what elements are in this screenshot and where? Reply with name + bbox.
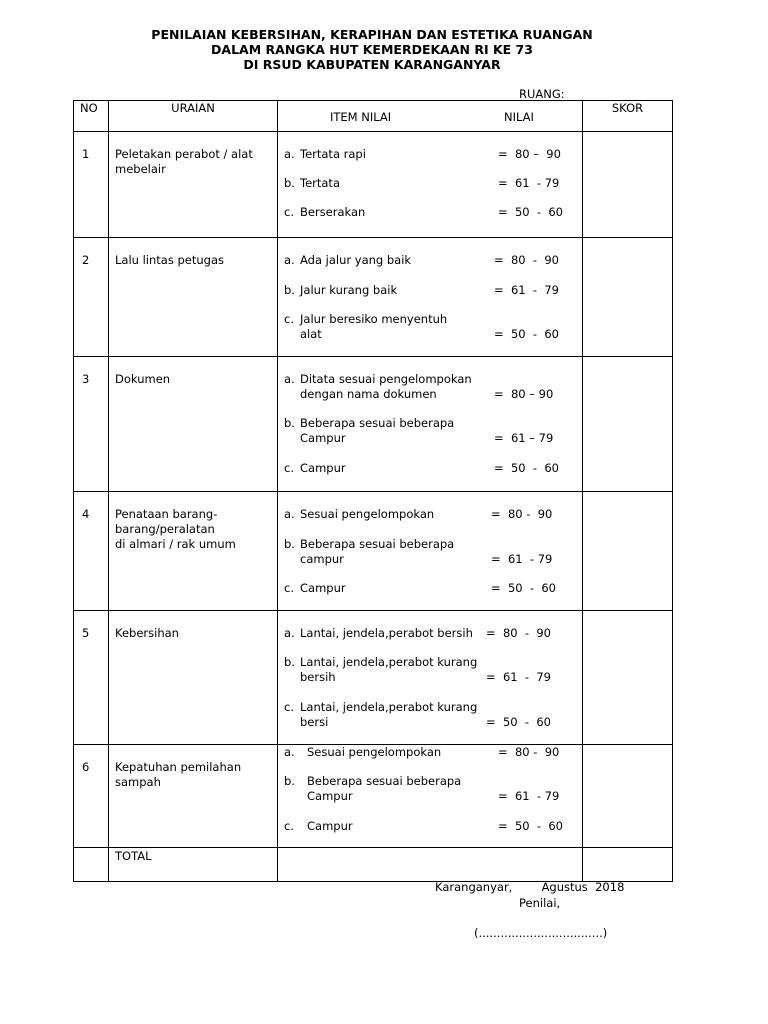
- item-letter: c.: [284, 312, 294, 326]
- row-number: 4: [74, 492, 109, 611]
- header-skor: SKOR: [583, 101, 673, 132]
- skor-cell[interactable]: [583, 238, 673, 357]
- item-text: [300, 655, 500, 685]
- uraian-cell: [109, 357, 278, 492]
- assessment-table: [73, 100, 673, 882]
- uraian-line: di almari / rak umum: [115, 537, 236, 551]
- item-value-range: = 80 – 90: [494, 387, 554, 401]
- total-row: [74, 848, 673, 882]
- uraian-line: Lalu lintas petugas: [115, 253, 224, 267]
- total-skor-cell[interactable]: [583, 848, 673, 882]
- uraian-cell: [109, 238, 278, 357]
- item-value-range: = 50 - 60: [494, 327, 559, 341]
- item-value-range: = 61 - 79: [494, 283, 559, 297]
- item-letter: a.: [284, 745, 295, 759]
- item-text-line: Sesuai pengelompokan: [307, 745, 442, 759]
- item-text-line: Lantai, jendela,perabot kurang: [300, 700, 478, 714]
- item-text-line: Beberapa sesuai beberapa: [300, 537, 455, 551]
- item-text: [307, 774, 507, 804]
- item-value-range: = 80 - 90: [494, 253, 559, 267]
- item-value-range: = 80 - 90: [486, 626, 551, 640]
- item-letter: b.: [284, 416, 295, 430]
- header-no: NO: [74, 101, 109, 132]
- place-date: Karanganyar, Agustus 2018: [435, 880, 625, 894]
- uraian-line: Kepatuhan pemilahan: [115, 760, 242, 774]
- penilai-label: Penilai,: [519, 896, 561, 910]
- item-text-line: Tertata: [300, 176, 340, 190]
- item-letter: c.: [284, 819, 294, 833]
- item-text-line: bersih: [300, 670, 336, 684]
- item-text-line: Campur: [307, 789, 353, 803]
- item-text: [300, 581, 500, 596]
- row-number: 5: [74, 611, 109, 745]
- item-text-line: Tertata rapi: [300, 147, 366, 161]
- skor-cell[interactable]: [583, 745, 673, 848]
- item-text-line: Jalur kurang baik: [300, 283, 398, 297]
- item-text: [300, 507, 500, 522]
- item-text: [300, 176, 500, 191]
- table-row: [74, 611, 673, 745]
- document-title-line-2: DALAM RANGKA HUT KEMERDEKAAN RI KE 73: [211, 42, 533, 57]
- uraian-cell: [109, 132, 278, 238]
- item-value-range: = 61 - 79: [491, 552, 553, 566]
- item-value-range: = 50 - 60: [486, 715, 551, 729]
- item-value-range: = 80 - 90: [498, 745, 560, 759]
- header-uraian: URAIAN: [109, 101, 278, 132]
- item-text-line: Lantai, jendela,perabot bersih: [300, 626, 473, 640]
- item-value-range: = 61 - 79: [498, 176, 560, 190]
- table-row: [74, 132, 673, 238]
- item-text: [300, 461, 500, 476]
- item-text: [300, 372, 500, 402]
- item-value-range: = 61 - 79: [486, 670, 551, 684]
- item-letter: a.: [284, 626, 295, 640]
- item-text-line: Campur: [300, 431, 346, 445]
- item-letter: b.: [284, 774, 295, 788]
- table-header-row: [74, 101, 673, 132]
- item-text-line: dengan nama dokumen: [300, 387, 437, 401]
- item-nilai-cell: [278, 492, 583, 611]
- item-letter: a.: [284, 147, 295, 161]
- item-text: [307, 745, 507, 760]
- item-value-range: = 50 - 60: [494, 461, 559, 475]
- table-row: [74, 745, 673, 848]
- item-text: [300, 700, 500, 730]
- item-text-line: Sesuai pengelompokan: [300, 507, 435, 521]
- item-text: [300, 416, 500, 446]
- item-text: [300, 283, 500, 298]
- uraian-line: Kebersihan: [115, 626, 179, 640]
- uraian-line: sampah: [115, 775, 161, 789]
- item-text: [300, 147, 500, 162]
- item-letter: b.: [284, 283, 295, 297]
- item-text: [300, 626, 500, 641]
- item-value-range: = 80 – 90: [498, 147, 561, 161]
- document-title-line-1: PENILAIAN KEBERSIHAN, KERAPIHAN DAN ESTETIKA RUANGAN: [151, 27, 593, 42]
- item-letter: b.: [284, 176, 295, 190]
- total-item-cell: [278, 848, 583, 882]
- item-text-line: Campur: [300, 581, 346, 595]
- item-nilai-cell: [278, 611, 583, 745]
- row-number: 3: [74, 357, 109, 492]
- item-text: [307, 819, 507, 834]
- item-letter: c.: [284, 581, 294, 595]
- item-text: [300, 205, 500, 220]
- item-nilai-cell: [278, 357, 583, 492]
- item-text-line: Beberapa sesuai beberapa: [307, 774, 462, 788]
- uraian-line: barang/peralatan: [115, 522, 215, 536]
- item-value-range: = 50 - 60: [491, 581, 556, 595]
- item-letter: b.: [284, 655, 295, 669]
- header-nilai-label: NILAI: [504, 110, 534, 124]
- item-letter: c.: [284, 461, 294, 475]
- item-letter: a.: [284, 507, 295, 521]
- table-row: [74, 238, 673, 357]
- document-title-line-3: DI RSUD KABUPATEN KARANGANYAR: [243, 57, 501, 72]
- table-row: [74, 492, 673, 611]
- item-nilai-cell: [278, 132, 583, 238]
- skor-cell[interactable]: [583, 132, 673, 238]
- signature-line: (..................................): [474, 926, 608, 940]
- uraian-line: Dokumen: [115, 372, 171, 386]
- item-text-line: campur: [300, 552, 344, 566]
- uraian-line: mebelair: [115, 162, 166, 176]
- item-letter: c.: [284, 205, 294, 219]
- item-text: [300, 312, 500, 342]
- item-text-line: Ditata sesuai pengelompokan: [300, 372, 472, 386]
- item-text: [300, 253, 500, 268]
- skor-cell[interactable]: [583, 611, 673, 745]
- item-text-line: alat: [300, 327, 322, 341]
- item-letter: b.: [284, 537, 295, 551]
- header-item-nilai: [278, 101, 583, 132]
- header-item-nilai-label: ITEM NILAI: [330, 110, 392, 124]
- table-row: [74, 357, 673, 492]
- item-text-line: Berserakan: [300, 205, 366, 219]
- uraian-cell: [109, 745, 278, 848]
- item-text-line: Beberapa sesuai beberapa: [300, 416, 455, 430]
- item-value-range: = 50 - 60: [498, 205, 563, 219]
- item-letter: a.: [284, 253, 295, 267]
- skor-cell[interactable]: [583, 492, 673, 611]
- item-value-range: = 61 - 79: [498, 789, 560, 803]
- item-nilai-cell: [278, 238, 583, 357]
- ruang-label: RUANG:: [519, 87, 565, 101]
- item-text-line: bersi: [300, 715, 329, 729]
- item-value-range: = 50 - 60: [498, 819, 563, 833]
- uraian-cell: [109, 611, 278, 745]
- row-number: 2: [74, 238, 109, 357]
- item-text-line: Ada jalur yang baik: [300, 253, 412, 267]
- item-text: [300, 537, 500, 567]
- total-no-cell: [74, 848, 109, 882]
- item-text-line: Jalur beresiko menyentuh: [300, 312, 448, 326]
- item-value-range: = 61 – 79: [494, 431, 554, 445]
- item-text-line: Campur: [307, 819, 353, 833]
- item-text-line: Campur: [300, 461, 346, 475]
- row-number: 6: [74, 745, 109, 848]
- item-nilai-cell: [278, 745, 583, 848]
- uraian-line: Peletakan perabot / alat: [115, 147, 253, 161]
- skor-cell[interactable]: [583, 357, 673, 492]
- item-letter: a.: [284, 372, 295, 386]
- uraian-line: Penataan barang-: [115, 507, 218, 521]
- total-label: TOTAL: [109, 848, 278, 882]
- item-value-range: = 80 - 90: [491, 507, 553, 521]
- uraian-cell: [109, 492, 278, 611]
- row-number: 1: [74, 132, 109, 238]
- item-letter: c.: [284, 700, 294, 714]
- item-text-line: Lantai, jendela,perabot kurang: [300, 655, 478, 669]
